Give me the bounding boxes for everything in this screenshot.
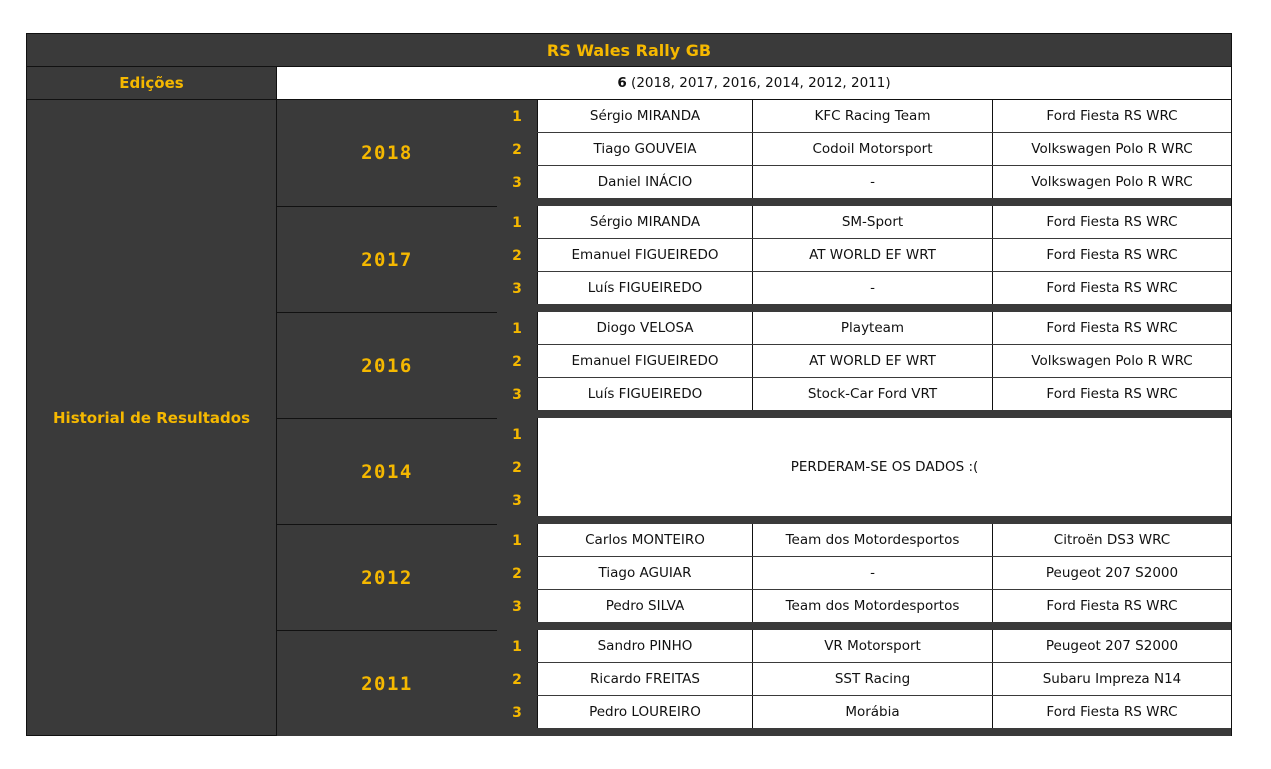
team-cell: KFC Racing Team: [752, 100, 992, 132]
editions-value: [277, 67, 1231, 99]
driver-cell: Diogo VELOSA: [537, 312, 752, 344]
driver-cell: Pedro SILVA: [537, 590, 752, 622]
position-2011-3: 3: [497, 696, 537, 729]
table-title: RS Wales Rally GB: [27, 34, 1231, 66]
year-cell-2017: 2017: [277, 206, 497, 312]
car-cell: Ford Fiesta RS WRC: [992, 206, 1231, 238]
driver-cell: Luís FIGUEIREDO: [537, 378, 752, 410]
driver-cell: Ricardo FREITAS: [537, 663, 752, 695]
team-cell: SST Racing: [752, 663, 992, 695]
driver-cell: Luís FIGUEIREDO: [537, 272, 752, 304]
position-2012-2: 2: [497, 557, 537, 590]
car-cell: Ford Fiesta RS WRC: [992, 378, 1231, 410]
history-label: Historial de Resultados: [27, 100, 276, 735]
car-cell: Volkswagen Polo R WRC: [992, 345, 1231, 377]
car-cell: Subaru Impreza N14: [992, 663, 1231, 695]
driver-cell: Tiago GOUVEIA: [537, 133, 752, 165]
car-cell: Volkswagen Polo R WRC: [992, 166, 1231, 198]
position-2018-1: 1: [497, 100, 537, 133]
year-cell-2018: 2018: [277, 100, 497, 206]
driver-cell: Sérgio MIRANDA: [537, 100, 752, 132]
team-cell: Team dos Motordesportos: [752, 590, 992, 622]
year-cell-2014: 2014: [277, 418, 497, 524]
driver-cell: Sérgio MIRANDA: [537, 206, 752, 238]
position-2018-2: 2: [497, 133, 537, 166]
position-2016-1: 1: [497, 312, 537, 345]
driver-cell: Sandro PINHO: [537, 630, 752, 662]
driver-cell: Pedro LOUREIRO: [537, 696, 752, 728]
team-cell: AT WORLD EF WRT: [752, 345, 992, 377]
team-cell: Codoil Motorsport: [752, 133, 992, 165]
team-cell: Stock-Car Ford VRT: [752, 378, 992, 410]
position-2017-1: 1: [497, 206, 537, 239]
editions-label: Edições: [27, 67, 276, 99]
driver-cell: Carlos MONTEIRO: [537, 524, 752, 556]
car-cell: Ford Fiesta RS WRC: [992, 590, 1231, 622]
team-cell: SM-Sport: [752, 206, 992, 238]
team-cell: Team dos Motordesportos: [752, 524, 992, 556]
position-2017-3: 3: [497, 272, 537, 305]
car-cell: Volkswagen Polo R WRC: [992, 133, 1231, 165]
driver-cell: Emanuel FIGUEIREDO: [537, 239, 752, 271]
driver-cell: Emanuel FIGUEIREDO: [537, 345, 752, 377]
driver-cell: Tiago AGUIAR: [537, 557, 752, 589]
results-table: [26, 33, 1232, 736]
team-cell: Playteam: [752, 312, 992, 344]
position-2011-1: 1: [497, 630, 537, 663]
car-cell: Peugeot 207 S2000: [992, 630, 1231, 662]
car-cell: Ford Fiesta RS WRC: [992, 312, 1231, 344]
car-cell: Ford Fiesta RS WRC: [992, 272, 1231, 304]
position-2014-2: 2: [497, 451, 537, 484]
position-2016-3: 3: [497, 378, 537, 411]
year-cell-2012: 2012: [277, 524, 497, 630]
position-2014-1: 1: [497, 418, 537, 451]
car-cell: Ford Fiesta RS WRC: [992, 696, 1231, 728]
position-2014-3: 3: [497, 484, 537, 517]
team-cell: -: [752, 557, 992, 589]
team-cell: VR Motorsport: [752, 630, 992, 662]
position-2012-3: 3: [497, 590, 537, 623]
team-cell: -: [752, 272, 992, 304]
position-2011-2: 2: [497, 663, 537, 696]
position-2017-2: 2: [497, 239, 537, 272]
driver-cell: Daniel INÁCIO: [537, 166, 752, 198]
team-cell: AT WORLD EF WRT: [752, 239, 992, 271]
position-2018-3: 3: [497, 166, 537, 199]
position-2016-2: 2: [497, 345, 537, 378]
years-area: [277, 100, 1231, 735]
car-cell: Ford Fiesta RS WRC: [992, 100, 1231, 132]
position-2012-1: 1: [497, 524, 537, 557]
team-cell: -: [752, 166, 992, 198]
lost-data-message: PERDERAM-SE OS DADOS :(: [537, 418, 1231, 516]
team-cell: Morábia: [752, 696, 992, 728]
car-cell: Peugeot 207 S2000: [992, 557, 1231, 589]
editions-count: 6: [617, 75, 627, 91]
year-cell-2016: 2016: [277, 312, 497, 418]
car-cell: Ford Fiesta RS WRC: [992, 239, 1231, 271]
year-cell-2011: 2011: [277, 630, 497, 736]
editions-years: (2018, 2017, 2016, 2014, 2012, 2011): [631, 75, 891, 91]
car-cell: Citroën DS3 WRC: [992, 524, 1231, 556]
